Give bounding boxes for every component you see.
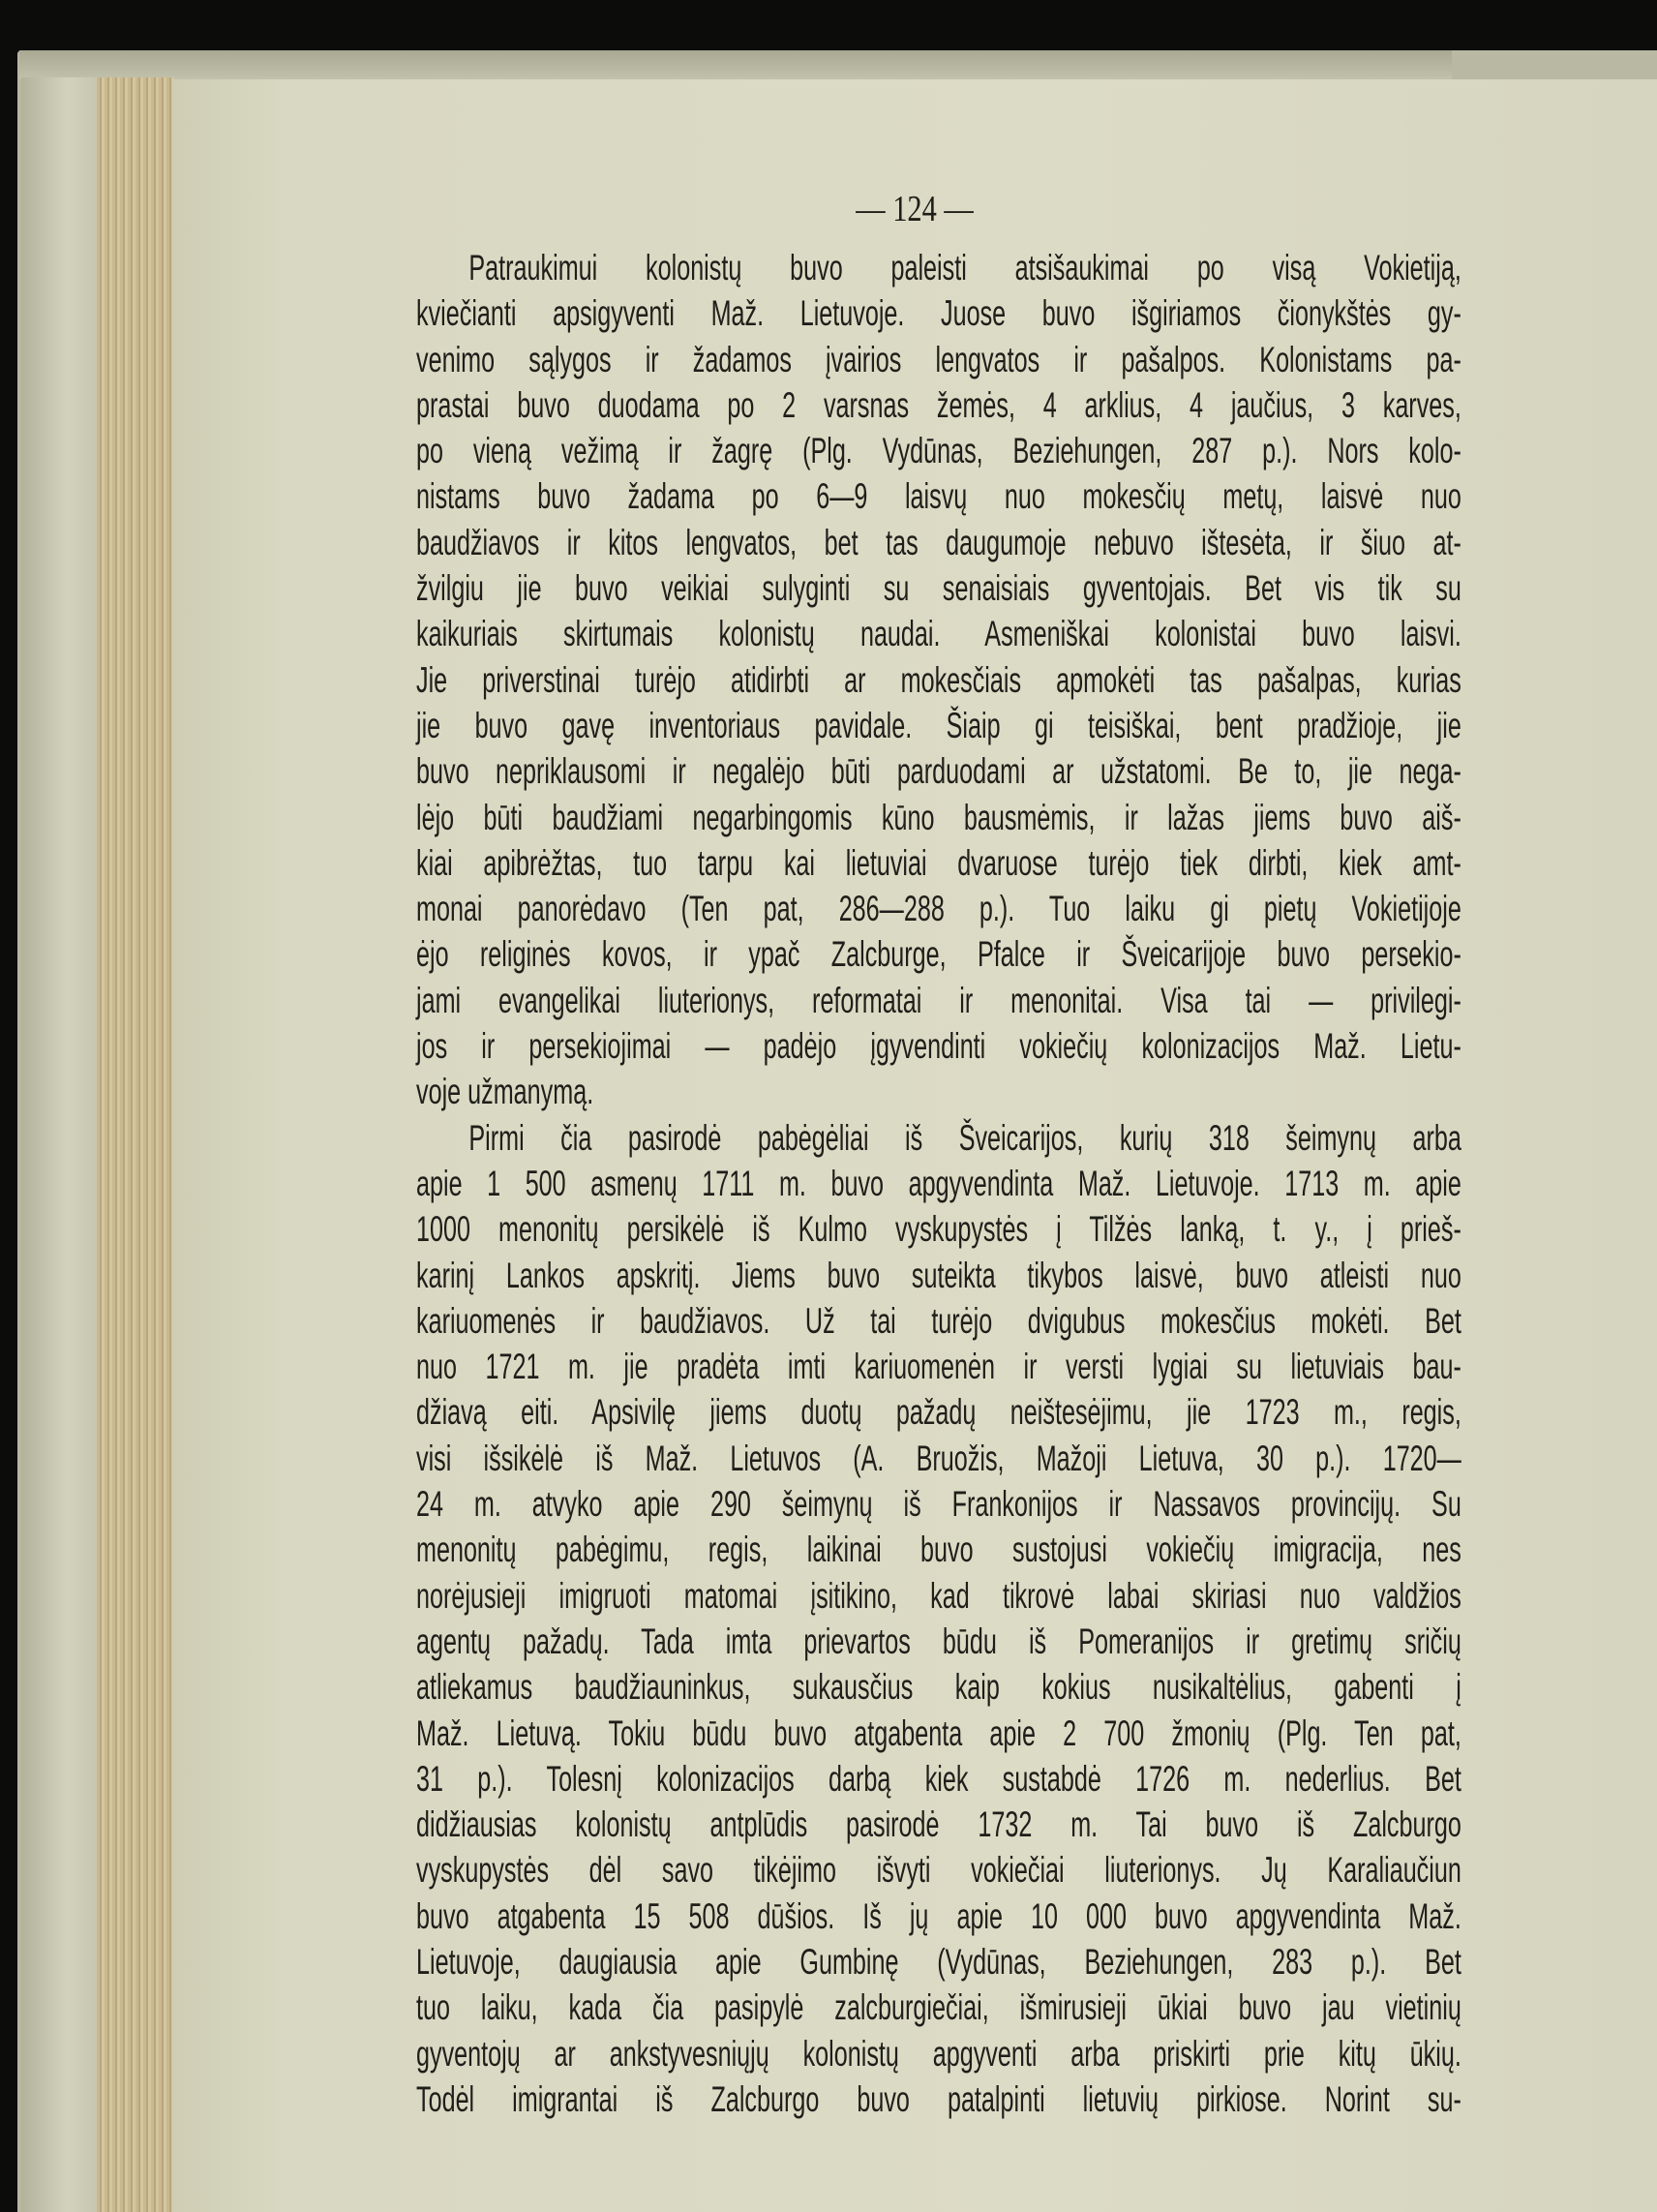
text-line: nuo 1721 m. jie pradėta imti kariuomenėn ir versti lygiai su lietuviais bau-	[416, 1347, 1461, 1387]
text-line: gyventojų ar ankstyvesniųjų kolonistų apgyventi arba priskirti prie kitų ūkių.	[416, 2033, 1461, 2074]
book-page	[172, 79, 1657, 2212]
text-line: monai panorėdavo (Ten pat, 286—288 p.). Tuo laiku gi pietų Vokietijoje	[416, 889, 1461, 929]
text-line: 24 m. atvyko apie 290 šeimynų iš Frankonijos ir Nassavos provincijų. Su	[416, 1484, 1461, 1525]
text-line: jami evangelikai liuterionys, reformatai ir menonitai. Visa tai — privilegi-	[416, 980, 1461, 1020]
text-line: Maž. Lietuvą. Tokiu būdu buvo atgabenta apie 2 700 žmonių (Plg. Ten pat,	[416, 1712, 1461, 1753]
text-line: venimo sąlygos ir žadamos įvairios lengvatos ir pašalpos. Kolonistams pa-	[416, 339, 1461, 379]
text-line: jos ir persekiojimai — padėjo įgyvendinti vokiečių kolonizacijos Maž. Lietu-	[416, 1026, 1461, 1067]
page-edges	[97, 77, 174, 2212]
text-line: Patraukimui kolonistų buvo paleisti atsišaukimai po visą Vokietiją,	[468, 248, 1461, 288]
text-line: baudžiavos ir kitos lengvatos, bet tas daugumoje nebuvo ištesėta, ir šiuo at-	[416, 522, 1461, 562]
text-line: jie buvo gavę inventoriaus pavidale. Šiaip gi teisiškai, bent pradžioje, jie	[416, 705, 1461, 745]
text-line: kiai apibrėžtas, tuo tarpu kai lietuviai dvaruose turėjo tiek dirbti, kiek amt-	[416, 842, 1461, 883]
text-line: lėjo būti baudžiami negarbingomis kūno bausmėmis, ir lažas jiems buvo aiš-	[416, 797, 1461, 837]
text-line: džiavą eiti. Apsivilę jiems duotų pažadų neištesėjimu, jie 1723 m., regis,	[416, 1392, 1461, 1433]
text-line: karinį Lankos apskritį. Jiems buvo suteikta tikybos laisvė, buvo atleisti nuo	[416, 1255, 1461, 1295]
text-line: kaikuriais skirtumais kolonistų naudai. Asmeniškai kolonistai buvo laisvi.	[416, 614, 1461, 654]
body-text	[416, 244, 1657, 2121]
text-line: ėjo religinės kovos, ir ypač Zalcburge, Pfalce ir Šveicarijoje buvo persekio-	[416, 934, 1461, 975]
text-line: tuo laiku, kada čia pasipylė zalcburgiečiai, išmirusieji ūkiai buvo jau vietinių	[416, 1987, 1461, 2028]
book-spine	[21, 77, 99, 2212]
text-line: prastai buvo duodama po 2 varsnas žemės, 4 arklius, 4 jaučius, 3 karves,	[416, 384, 1461, 425]
text-line: žvilgiu jie buvo veikiai sulyginti su senaisiais gyventojais. Bet vis tik su	[416, 568, 1461, 609]
text-line: kariuomenės ir baudžiavos. Už tai turėjo dvigubus mokesčius mokėti. Bet	[416, 1300, 1461, 1341]
text-line: Jie priverstinai turėjo atidirbti ar mokesčiais apmokėti tas pašalpas, kurias	[416, 659, 1461, 700]
text-line: po vieną vežimą ir žagrę (Plg. Vydūnas, Beziehungen, 287 p.). Nors kolo-	[416, 431, 1461, 471]
text-line: agentų pažadų. Tada imta prievartos būdu iš Pomeranijos ir gretimų sričių	[416, 1621, 1461, 1661]
page-number-text: — 124 —	[856, 189, 974, 229]
text-line: 31 p.). Tolesnį kolonizacijos darbą kiek sustabdė 1726 m. nederlius. Bet	[416, 1758, 1461, 1799]
text-line: 1000 menonitų persikėlė iš Kulmo vyskupystės į Tilžės lanką, t. y., į prieš-	[416, 1209, 1461, 1250]
text-line: Pirmi čia pasirodė pabėgėliai iš Šveicarijos, kurių 318 šeimynų arba	[468, 1117, 1461, 1158]
text-line: kviečianti apsigyventi Maž. Lietuvoje. Juose buvo išgiriamos čionykštės gy-	[416, 293, 1461, 334]
page-number	[172, 188, 1657, 230]
text-line: apie 1 500 asmenų 1711 m. buvo apgyvendinta Maž. Lietuvoje. 1713 m. apie	[416, 1163, 1461, 1203]
text-line: atliekamus baudžiauninkus, sukausčius kaip kokius nusikaltėlius, gabenti į	[416, 1667, 1461, 1708]
text-line: didžiausias kolonistų antplūdis pasirodė 1732 m. Tai buvo iš Zalcburgo	[416, 1804, 1461, 1845]
text-line: visi išsikėlė iš Maž. Lietuvos (A. Bruožis, Mažoji Lietuva, 30 p.). 1720—	[416, 1438, 1461, 1478]
text-line: voje užmanymą.	[416, 1072, 594, 1112]
text-line: norėjusieji imigruoti matomai įsitikino, kad tikrovė labai skiriasi nuo valdžios	[416, 1575, 1461, 1616]
text-line: buvo nepriklausomi ir negalėjo būti parduodami ar užstatomi. Be to, jie nega-	[416, 751, 1461, 792]
text-line: nistams buvo žadama po 6—9 laisvų nuo mokesčių metų, laisvė nuo	[416, 476, 1461, 517]
text-line: vyskupystės dėl savo tikėjimo išvyti vokiečiai liuterionys. Jų Karaliaučiun	[416, 1850, 1461, 1891]
text-line: buvo atgabenta 15 508 dūšios. Iš jų apie 10 000 buvo apgyvendinta Maž.	[416, 1895, 1461, 1936]
text-line: Lietuvoje, daugiausia apie Gumbinę (Vydūnas, Beziehungen, 283 p.). Bet	[416, 1941, 1461, 1982]
cover-top-edge	[19, 50, 1452, 79]
text-line: Todėl imigrantai iš Zalcburgo buvo patalpinti lietuvių pirkiose. Norint su-	[416, 2078, 1461, 2119]
text-line: menonitų pabėgimu, regis, laikinai buvo sustojusi vokiečių imigracija, nes	[416, 1530, 1461, 1570]
